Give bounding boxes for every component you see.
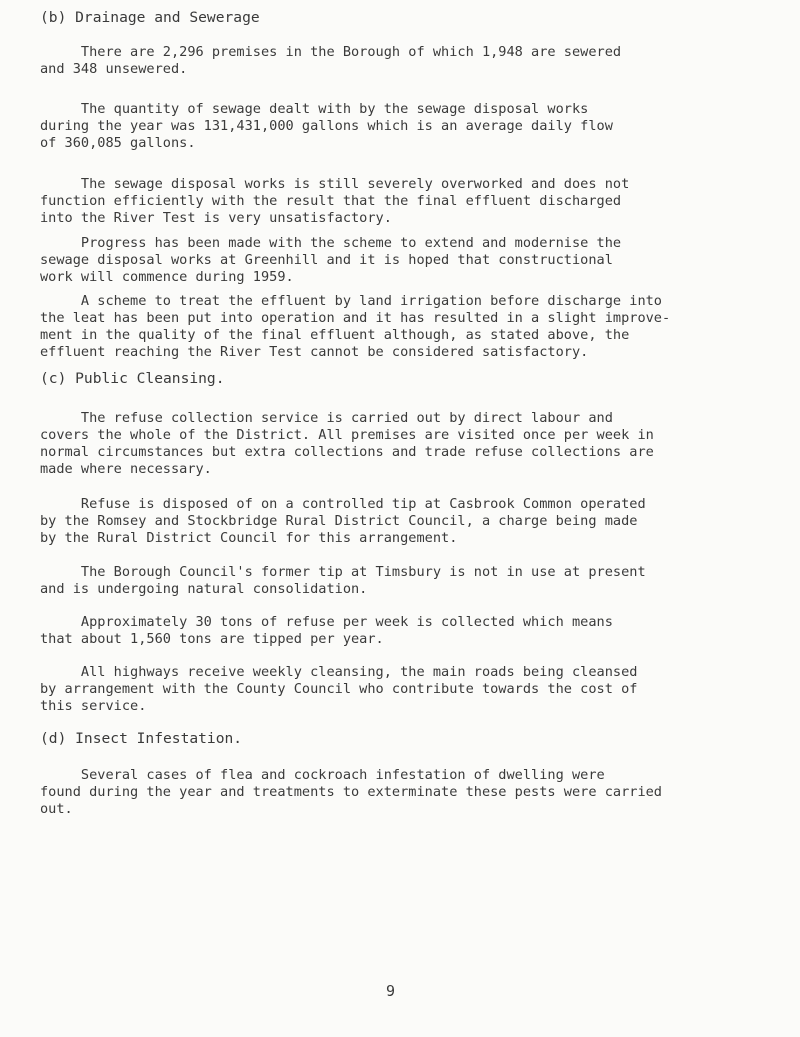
paragraph-refuse-disposal: Refuse is disposed of on a controlled tip at Casbrook Common operated by the Romsey and Stockbridge Rural District Council, a charge being made by the Rural District Council for this arrangement. [40,496,646,546]
page-number: 9 [386,982,396,1000]
paragraph-premises: There are 2,296 premises in the Borough of which 1,948 are sewered and 348 unsewered. [40,44,622,77]
paragraph-infestation: Several cases of flea and cockroach infestation of dwelling were found during the year and treatments to exterminate these pests were carried out. [40,767,662,817]
paragraph-former-tip: The Borough Council's former tip at Timsbury is not in use at present and is undergoing natural consolidation. [40,564,646,597]
paragraph-irrigation-scheme: A scheme to treat the effluent by land irrigation before discharge into the leat has been put into operation and it has resulted in a slight improve- ment in the quality of the final effluent although, as stated above, the effluent reaching the River Test cannot be considered satisfactory. [40,293,671,360]
section-heading-drainage: (b) Drainage and Sewerage [40,9,260,26]
paragraph-sewage-quantity: The quantity of sewage dealt with by the sewage disposal works during the year was 131,431,000 gallons which is an average daily flow of 360,085 gallons. [40,101,613,151]
paragraph-refuse-collection: The refuse collection service is carried out by direct labour and covers the whole of the District. All premises are visited once per week in normal circumstances but extra collections and trade refuse collections are made where necessary. [40,410,654,477]
paragraph-disposal-works: The sewage disposal works is still severely overworked and does not function efficiently with the result that the final effluent discharged into the River Test is very unsatisfactory. [40,176,630,226]
paragraph-refuse-tonnage: Approximately 30 tons of refuse per week is collected which means that about 1,560 tons are tipped per year. [40,614,613,647]
section-heading-cleansing: (c) Public Cleansing. [40,370,225,387]
section-heading-insect: (d) Insect Infestation. [40,730,243,747]
paragraph-highways: All highways receive weekly cleansing, the main roads being cleansed by arrangement with the County Council who contribute towards the cost of this service. [40,664,638,714]
paragraph-progress: Progress has been made with the scheme to extend and modernise the sewage disposal works at Greenhill and it is hoped that constructional work will commence during 1959. [40,235,622,285]
